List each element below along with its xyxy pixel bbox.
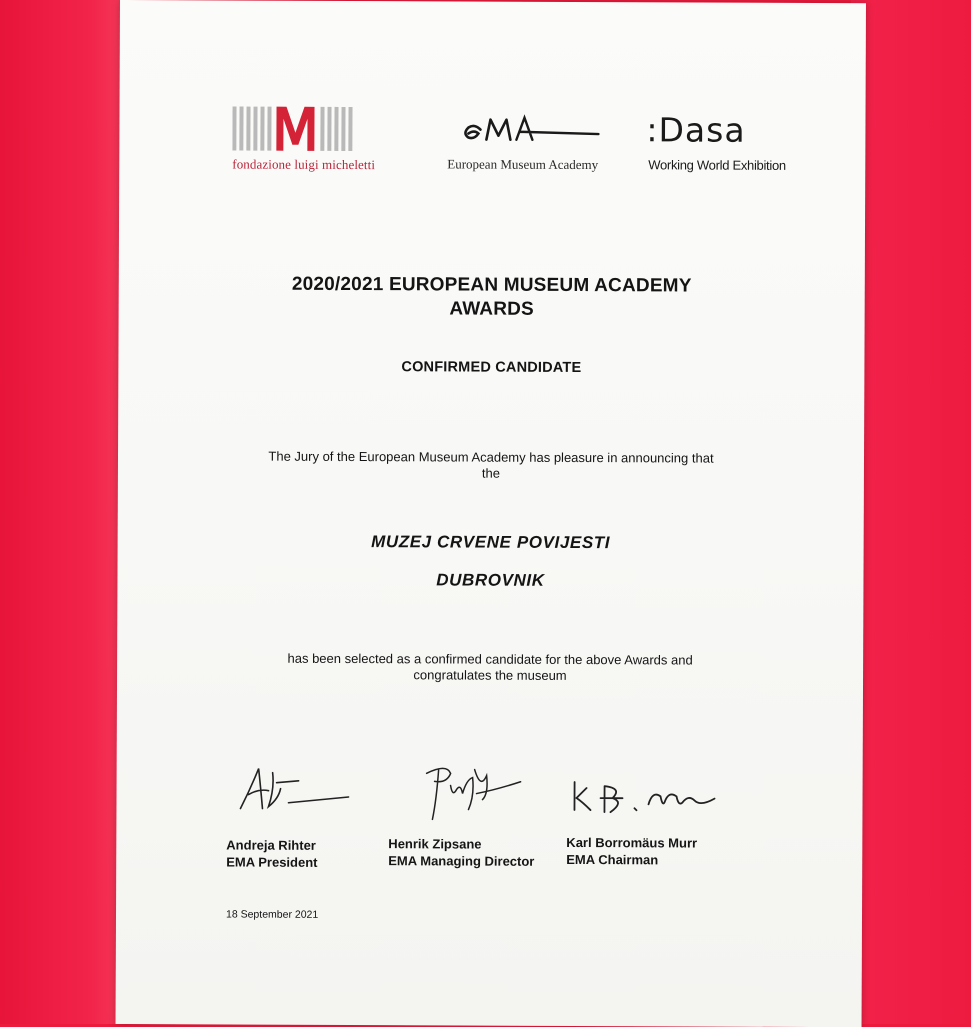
- ema-logo: [442, 109, 612, 176]
- signatory-rihter: [226, 836, 317, 870]
- signatory-role: EMA Managing Director: [388, 853, 535, 869]
- dasa-caption: Working World Exhibition: [648, 157, 786, 173]
- ema-caption: European Museum Academy: [447, 156, 599, 173]
- museum-name: [117, 522, 863, 601]
- award-title-line2: AWARDS: [449, 298, 534, 320]
- dasa-name: :Dasa: [646, 110, 746, 150]
- dasa-logo: [646, 110, 786, 179]
- museum-name-line2: DUBROVNIK: [436, 570, 545, 590]
- award-title: [119, 272, 865, 323]
- signatory-zipsane: [388, 835, 534, 870]
- signature-zipsane: [416, 759, 526, 825]
- signatory-role: EMA Chairman: [566, 851, 659, 868]
- signature-murr: [564, 772, 724, 823]
- fondazione-micheletti-logo: [232, 104, 392, 173]
- award-subtitle: CONFIRMED CANDIDATE: [401, 359, 582, 377]
- outro-line1: has been selected as a confirmed candidate for the above Awards and: [287, 650, 693, 668]
- outro-line2: congratulates the museum: [413, 667, 567, 683]
- intro-line1: The Jury of the European Museum Academy has pleasure in announcing that: [268, 448, 714, 466]
- signature-rihter: [228, 758, 358, 819]
- certificate-date: 18 September 2021: [225, 908, 319, 921]
- signatory-name: Henrik Zipsane: [388, 836, 482, 852]
- award-title-line1: 2020/2021 EUROPEAN MUSEUM ACADEMY: [291, 273, 692, 297]
- intro-text: [118, 448, 864, 483]
- intro-line2: the: [481, 465, 501, 481]
- fondazione-caption: fondazione luigi micheletti: [232, 156, 376, 173]
- signatory-role: EMA President: [226, 854, 318, 870]
- fondazione-bars-icon: [232, 104, 358, 155]
- outro-text: [117, 650, 863, 685]
- signatory-name: Karl Borromäus Murr: [566, 834, 698, 851]
- ema-mark-icon: [460, 109, 600, 150]
- background-left: [0, 0, 130, 1024]
- background-right: [851, 0, 971, 1024]
- signatory-murr: [566, 834, 697, 869]
- signatory-name: Andreja Rihter: [226, 837, 316, 853]
- certificate-paper: [116, 0, 866, 1027]
- museum-name-line1: MUZEJ CRVENE POVIJESTI: [371, 532, 611, 553]
